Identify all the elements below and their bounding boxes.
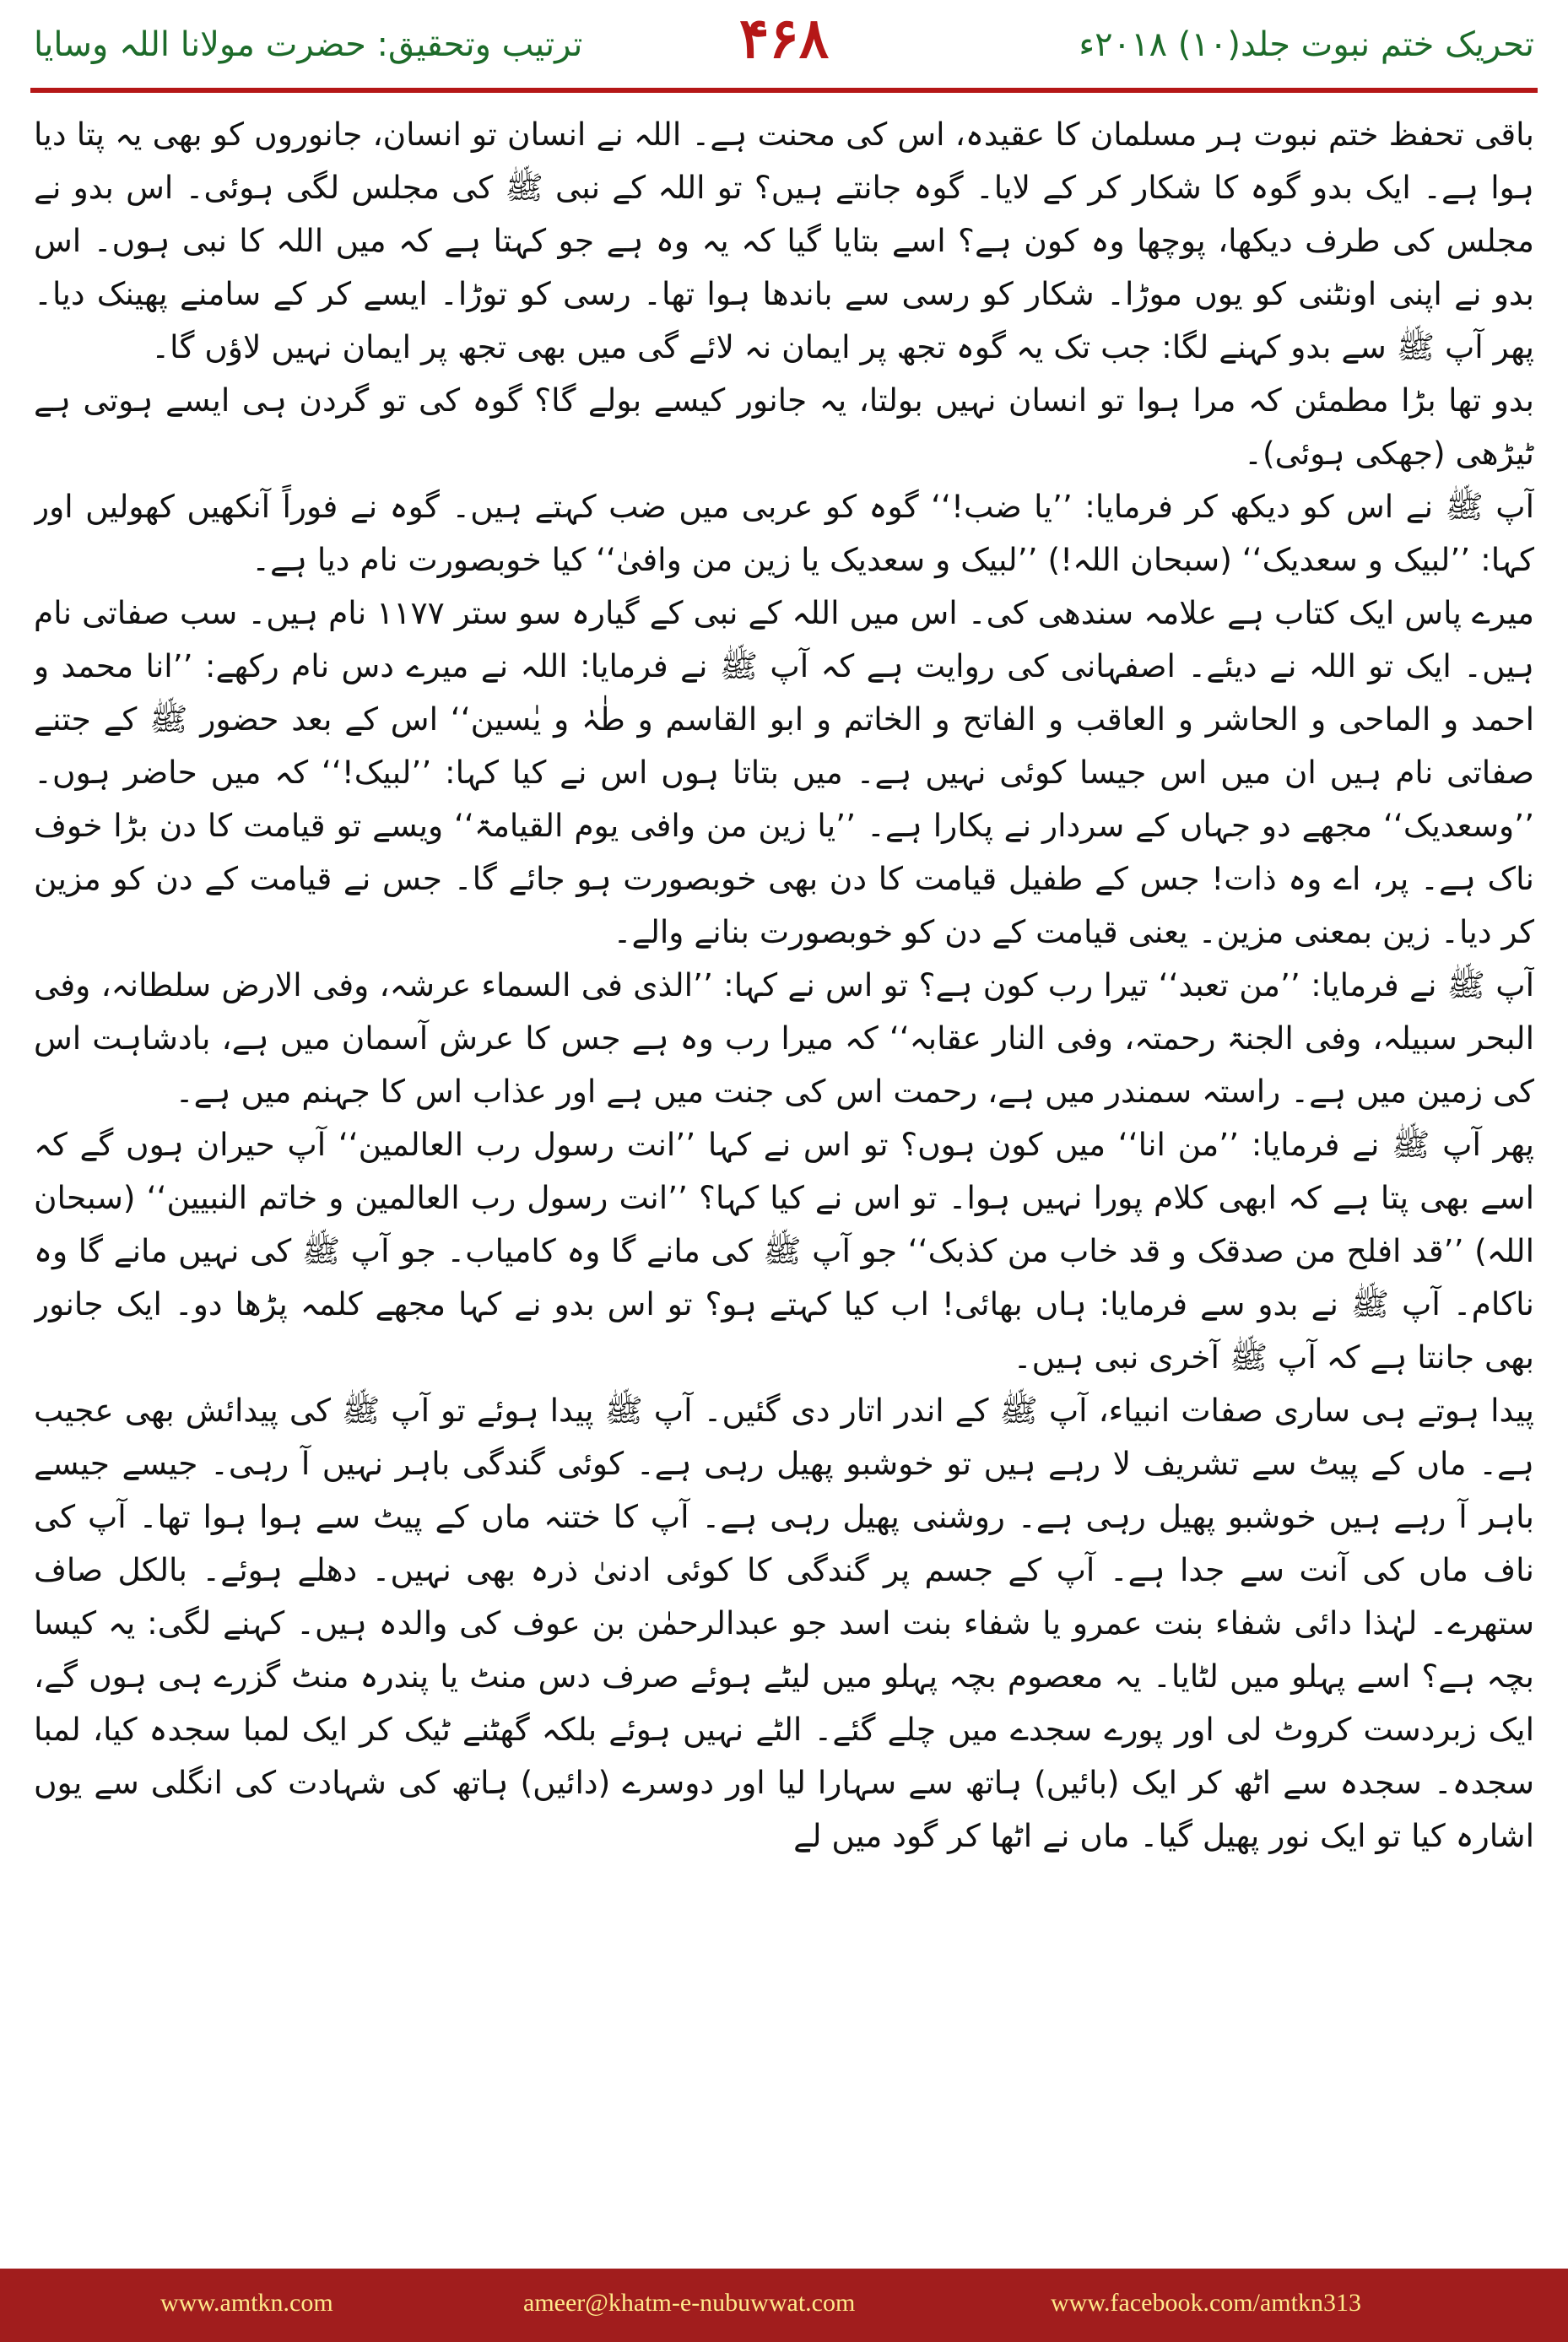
facebook-link[interactable]: www.facebook.com/amtkn313 (1051, 2289, 1361, 2317)
email-link[interactable]: ameer@khatm-e-nubuwwat.com (523, 2289, 856, 2317)
paragraph: میرے پاس ایک کتاب ہے علامہ سندھی کی۔ اس میں اللہ کے نبی کے گیارہ سو ستر ۱۱۷۷ نام ہیں۔ سب صفاتی نام ہیں۔ ایک تو اللہ نے دیئے۔ اصفہانی کی روایت ہے کہ آپ ﷺ نے فرمایا: اللہ نے میرے دس نام رکھے: ’’انا محمد و احمد و الماحی و الحاشر و العاقب و الفاتح و الخاتم و ابو القاسم و طٰہٰ و یٰسین‘‘ اس کے بعد حضور ﷺ کے جتنے صفاتی نام ہیں ان میں اس جیسا کوئی نہیں ہے۔ میں بتاتا ہوں اس نے کیا کہا: ’’لبیک!‘‘ کہ میں حاضر ہوں۔ ’’وسعدیک‘‘ مجھے دو جہاں کے سردار نے پکارا ہے۔ ’’یا زین من وافی یوم القیامۃ‘‘ ویسے تو قیامت کا دن بڑا خوف ناک ہے۔ پر، اے وہ ذات! جس کے طفیل قیامت کا دن بھی خوبصورت ہو جائے گا۔ جس نے قیامت کے دن کو مزین کر دیا۔ زین بمعنی مزین۔ یعنی قیامت کے دن کو خوبصورت بنانے والے۔ (34, 594, 1534, 950)
paragraph: آپ ﷺ نے فرمایا: ’’من تعبد‘‘ تیرا رب کون ہے؟ تو اس نے کہا: ’’الذی فی السماء عرشہ، وفی الارض سلطانہ، وفی البحر سبیلہ، وفی الجنۃ رحمتہ، وفی النار عقابہ‘‘ کہ میرا رب وہ ہے جس کا عرش آسمان میں ہے، بادشاہت اس کی زمین میں ہے۔ راستہ سمندر میں ہے، رحمت اس کی جنت میں ہے اور عذاب اس کا جہنم میں ہے۔ (34, 966, 1534, 1110)
compiler-credit: ترتیب وتحقیق: حضرت مولانا اللہ وسایا (34, 25, 583, 64)
paragraph: باقی تحفظ ختم نبوت ہر مسلمان کا عقیدہ، اس کی محنت ہے۔ اللہ نے انسان تو انسان، جانوروں کو بھی یہ پتا دیا ہوا ہے۔ ایک بدو گوہ کا شکار کر کے لایا۔ گوہ جانتے ہیں؟ تو اللہ کے نبی ﷺ کی مجلس لگی ہوئی۔ اس بدو نے مجلس کی طرف دیکھا، پوچھا وہ کون ہے؟ اسے بتایا گیا کہ یہ وہ ہے جو کہتا ہے کہ میں اللہ کا نبی ہوں۔ اس بدو نے اپنی اونٹنی کو یوں موڑا۔ شکار کو رسی سے باندھا ہوا تھا۔ رسی کو توڑا۔ ایسے کر کے سامنے پھینک دیا۔ پھر آپ ﷺ سے بدو کہنے لگا: جب تک یہ گوہ تجھ پر ایمان نہ لائے گی میں بھی تجھ پر ایمان نہیں لاؤں گا۔ (34, 116, 1534, 365)
header-divider (30, 88, 1538, 93)
paragraph: پیدا ہوتے ہی ساری صفات انبیاء، آپ ﷺ کے اندر اتار دی گئیں۔ آپ ﷺ پیدا ہوئے تو آپ ﷺ کی پیدائش بھی عجیب ہے۔ ماں کے پیٹ سے تشریف لا رہے ہیں تو خوشبو پھیل رہی ہے۔ کوئی گندگی باہر نہیں آ رہی۔ جیسے جیسے باہر آ رہے ہیں خوشبو پھیل رہی ہے۔ روشنی پھیل رہی ہے۔ آپ کا ختنہ ماں کے پیٹ سے ہوا ہوا تھا۔ آپ کی ناف ماں کی آنت سے جدا ہے۔ آپ کے جسم پر گندگی کا کوئی ادنیٰ ذرہ بھی نہیں۔ دھلے ہوئے۔ بالکل صاف ستھرے۔ لہٰذا دائی شفاء بنت عمرو یا شفاء بنت اسد جو عبدالرحمٰن بن عوف کی والدہ ہیں۔ کہنے لگی: یہ کیسا بچہ ہے؟ اسے پہلو میں لٹایا۔ یہ معصوم بچہ پہلو میں لیٹے ہوئے صرف دس منٹ یا پندرہ منٹ گزرے ہی ہوں گے، ایک زبردست کروٹ لی اور پورے سجدے میں چلے گئے۔ الٹے نہیں ہوئے بلکہ گھٹنے ٹیک کر ایک لمبا سجدہ کیا، لمبا سجدہ۔ سجدہ سے اٹھ کر ایک (بائیں) ہاتھ سے سہارا لیا اور دوسرے (دائیں) ہاتھ کی شہادت کی انگلی سے یوں اشارہ کیا تو ایک نور پھیل گیا۔ ماں نے اٹھا کر گود میں لے (34, 1392, 1534, 1854)
page-header (0, 0, 1568, 100)
paragraph: پھر آپ ﷺ نے فرمایا: ’’من انا‘‘ میں کون ہوں؟ تو اس نے کہا ’’انت رسول رب العالمین‘‘ آپ حیران ہوں گے کہ اسے بھی پتا ہے کہ ابھی کلام پورا نہیں ہوا۔ تو اس نے کیا کہا؟ ’’انت رسول رب العالمین و خاتم النبیین‘‘ (سبحان اللہ) ’’قد افلح من صدقک و قد خاب من کذبک‘‘ جو آپ ﷺ کی مانے گا وہ کامیاب۔ جو آپ ﷺ کی نہیں مانے گا وہ ناکام۔ آپ ﷺ نے بدو سے فرمایا: ہاں بھائی! اب کیا کہتے ہو؟ تو اس بدو نے کہا مجھے کلمہ پڑھا دو۔ ایک جانور بھی جانتا ہے کہ آپ ﷺ آخری نبی ہیں۔ (34, 1126, 1534, 1376)
paragraph: آپ ﷺ نے اس کو دیکھ کر فرمایا: ’’یا ضب!‘‘ گوہ کو عربی میں ضب کہتے ہیں۔ گوہ نے فوراً آنکھیں کھولیں اور کہا: ’’لبیک و سعدیک‘‘ (سبحان اللہ!) ’’لبیک و سعدیک یا زین من وافیٰ‘‘ کیا خوبصورت نام دیا ہے۔ (34, 488, 1534, 578)
book-title: تحریک ختم نبوت جلد(۱۰) ۲۰۱۸ء (1079, 25, 1534, 64)
page-number: ۴۶۸ (738, 5, 830, 71)
page-footer (0, 2269, 1568, 2342)
article-body (34, 108, 1534, 2256)
paragraph: بدو تھا بڑا مطمئن کہ مرا ہوا تو انسان نہیں بولتا، یہ جانور کیسے بولے گا؟ گوہ کی تو گردن ہی ایسے ہوتی ہے ٹیڑھی (جھکی ہوئی)۔ (34, 381, 1534, 472)
website-link[interactable]: www.amtkn.com (160, 2289, 333, 2317)
